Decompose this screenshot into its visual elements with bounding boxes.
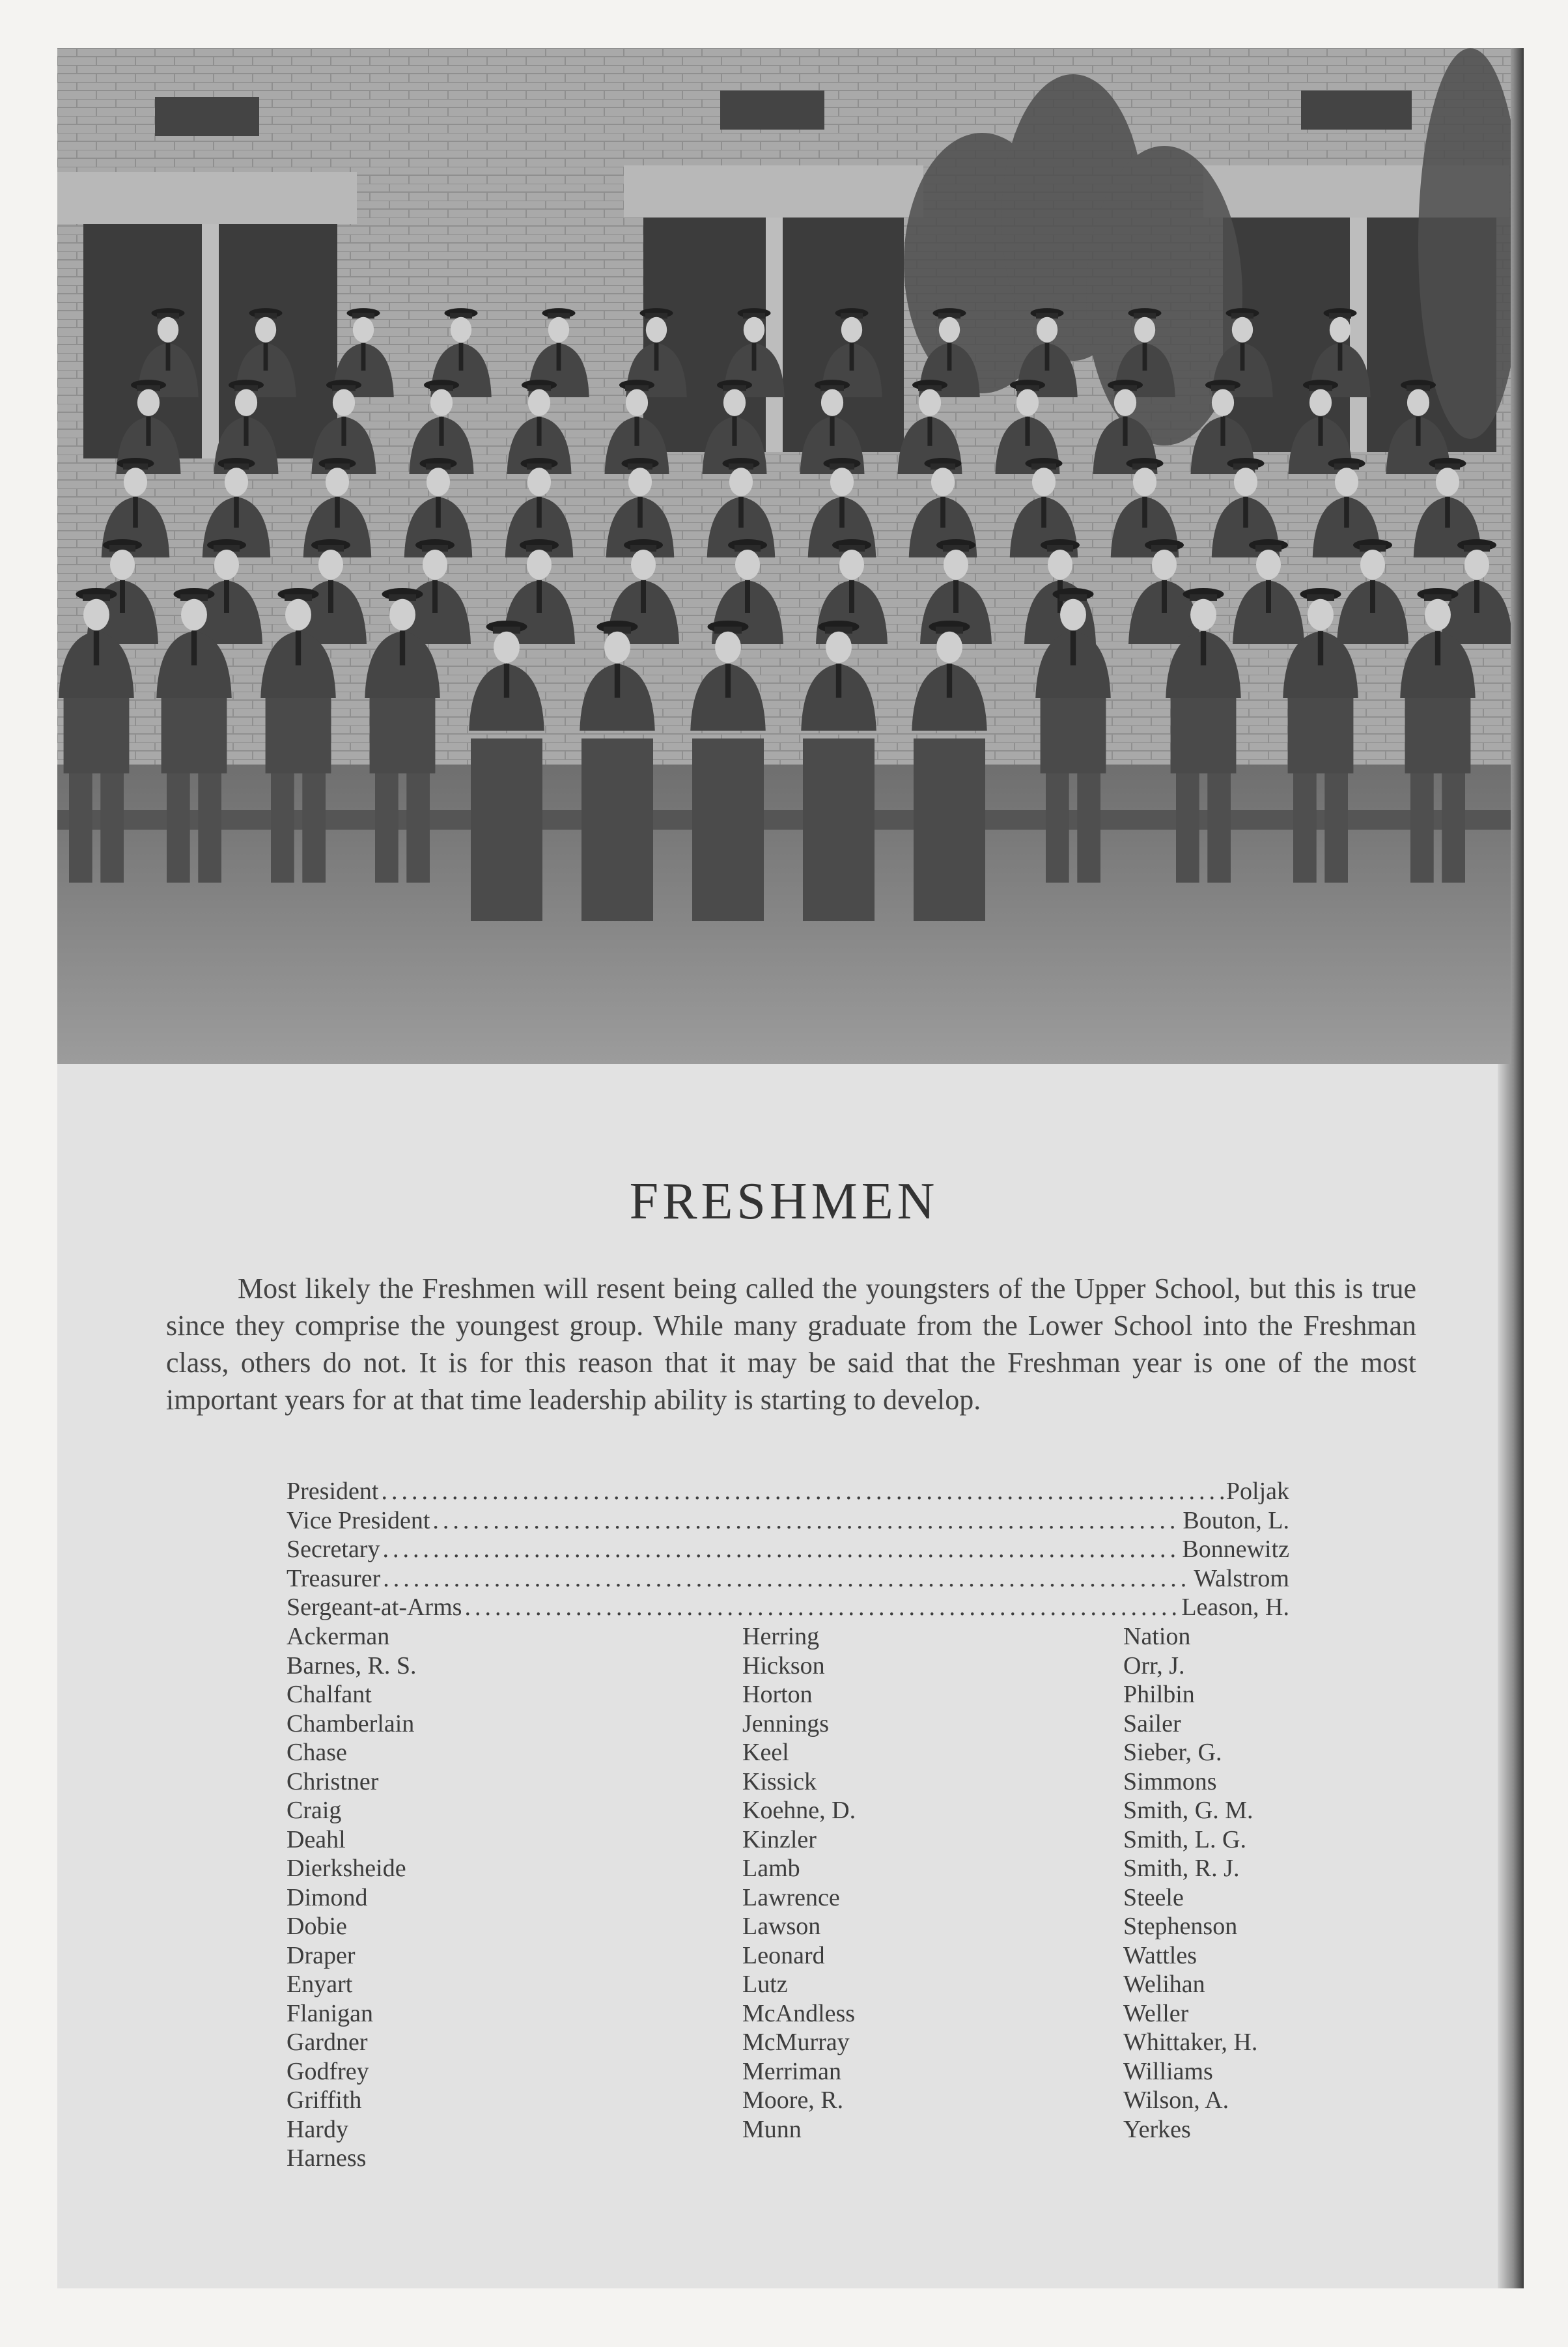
officer-name: Bouton, L. [1183,1506,1289,1534]
seated-legs [471,738,542,921]
member-name: Orr, J. [1123,1651,1185,1679]
member-name: Lamb [742,1855,800,1882]
member-name: Philbin [1123,1681,1195,1708]
member-name: Hickson [742,1651,825,1679]
member-name: Simmons [1123,1767,1217,1795]
member-name: Flanigan [287,1999,373,2027]
member-name: Chamberlain [287,1709,415,1737]
officer-row [287,1477,1289,1506]
member-name: Nation [1123,1623,1191,1650]
member-name: Griffith [287,2087,362,2114]
member-name: Lutz [742,1971,788,1998]
member-name: Dierksheide [287,1855,406,1882]
member-name: Koehne, D. [742,1797,856,1824]
officer-row [287,1506,1289,1536]
member-name: Smith, R. J. [1123,1855,1240,1882]
member-name: Kinzler [742,1825,817,1853]
member-name: Gardner [287,2029,368,2056]
member-name: Moore, R. [742,2087,844,2114]
member-name: Steele [1123,1883,1184,1911]
member-name: Ackerman [287,1623,390,1650]
officer-name: Leason, H. [1181,1594,1289,1621]
leader-dots [381,1477,1223,1506]
member-name: Williams [1123,2057,1213,2085]
member-name: Merriman [742,2057,841,2085]
seated-legs [914,738,985,921]
leader-dots [464,1593,1179,1622]
member-name: McAndless [742,1999,856,2027]
officer-role: President [287,1478,379,1505]
leader-dots [382,1535,1179,1564]
member-name: Yerkes [1123,2115,1191,2143]
officer-list [287,1477,1289,1622]
officer-name: Poljak [1225,1478,1289,1505]
member-name: Chase [287,1739,347,1766]
officer-name: Bonnewitz [1182,1536,1289,1563]
seated-legs [692,738,764,921]
officer-role: Treasurer [287,1564,381,1592]
member-name: Draper [287,1941,356,1969]
member-name: Kissick [742,1767,817,1795]
member-name: Horton [742,1681,813,1708]
member-name: Stephenson [1123,1913,1238,1940]
member-name: Dimond [287,1883,368,1911]
member-name: Herring [742,1623,820,1650]
seated-legs [581,738,653,921]
officer-role: Secretary [287,1536,380,1563]
member-name: Enyart [287,1971,353,1998]
member-name: Sieber, G. [1123,1739,1222,1766]
class-photograph [57,48,1511,1064]
member-name: Whittaker, H. [1123,2029,1258,2056]
member-name: Wattles [1123,1941,1197,1969]
member-name: Lawrence [742,1883,840,1911]
member-column-3 [1123,1622,1257,2144]
member-name: Harness [287,2144,367,2172]
member-name: Munn [742,2115,802,2143]
member-name: Wilson, A. [1123,2087,1229,2114]
member-name: Chalfant [287,1681,372,1708]
member-name: Godfrey [287,2057,369,2085]
member-name: Hardy [287,2115,348,2143]
member-name: Lawson [742,1913,821,1940]
member-name: Barnes, R. S. [287,1651,417,1679]
member-name: Christner [287,1767,379,1795]
member-name: Dobie [287,1913,347,1940]
member-name: Weller [1123,1999,1189,2027]
seated-legs [803,738,875,921]
member-name: Craig [287,1797,342,1824]
member-column-1 [287,1622,417,2173]
member-name: McMurray [742,2029,850,2056]
member-name: Deahl [287,1825,346,1853]
officer-row [287,1564,1289,1594]
member-name: Jennings [742,1709,829,1737]
member-column-2 [742,1622,856,2144]
member-name: Leonard [742,1941,825,1969]
officer-role: Vice President [287,1506,430,1534]
officer-name: Walstrom [1194,1564,1289,1592]
member-name: Sailer [1123,1709,1181,1737]
officer-row [287,1593,1289,1622]
member-name: Smith, L. G. [1123,1825,1246,1853]
member-name: Welihan [1123,1971,1205,1998]
intro-paragraph [166,1270,1416,1418]
intro-text: Most likely the Freshmen will resent being called the youngsters of the Upper School, but this is true since they comprise the youngest group. While many graduate from the Lower School into the Freshman class, others do not. It is for this reason that it may be said that the Freshman year is one of the most important years for at that time leadership ability is starting to develop. [166,1272,1416,1416]
leader-dots [432,1506,1180,1536]
member-name: Keel [742,1739,789,1766]
officer-row [287,1535,1289,1564]
member-name: Smith, G. M. [1123,1797,1253,1824]
officer-role: Sergeant-at-Arms [287,1594,462,1621]
page-title: FRESHMEN [629,1173,939,1230]
leader-dots [383,1564,1191,1594]
